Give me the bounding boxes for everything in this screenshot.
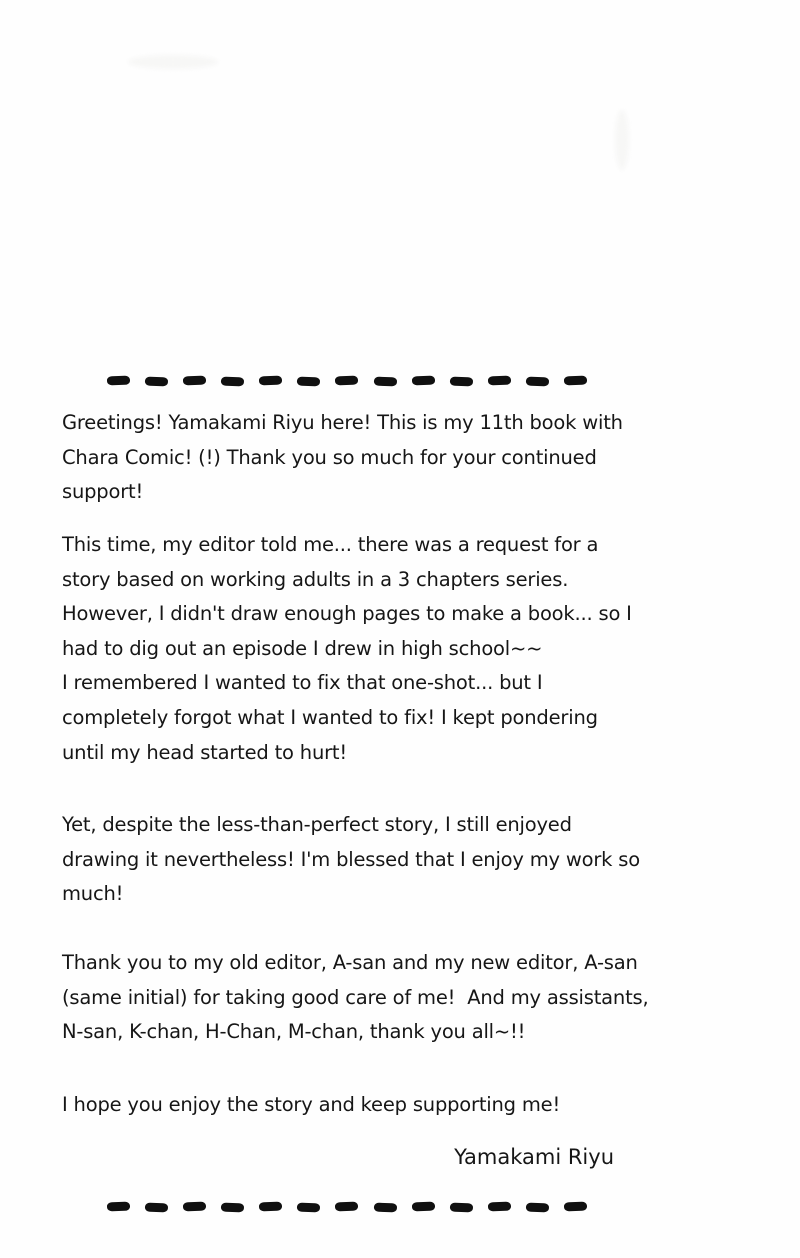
dash-mark <box>259 375 282 385</box>
dash-mark <box>450 1202 473 1212</box>
closing-paragraph <box>62 1088 662 1123</box>
afterword-line: had to dig out an episode I drew in high school~~ <box>62 636 543 660</box>
dash-mark <box>450 376 473 386</box>
dash-mark <box>411 1201 434 1211</box>
afterword-line: completely forgot what I wanted to fix! I kept pondering <box>62 705 598 729</box>
afterword-line: much! <box>62 882 124 906</box>
dash-mark <box>526 1202 549 1212</box>
dash-mark <box>107 1201 130 1211</box>
thanks-paragraph <box>62 946 662 1050</box>
dash-mark <box>183 1201 206 1211</box>
greeting-paragraph <box>62 406 662 510</box>
dash-mark <box>221 376 244 386</box>
dash-mark <box>221 1202 244 1212</box>
afterword-line: This time, my editor told me... there was a request for a <box>62 533 599 556</box>
dash-mark <box>564 1201 587 1211</box>
afterword-line: Yet, despite the less-than-perfect story, I still enjoyed <box>62 813 572 836</box>
afterword-line: I remembered I wanted to fix that one-shot... but I <box>62 671 543 695</box>
dash-mark <box>488 375 511 385</box>
afterword-line: until my head started to hurt! <box>62 740 347 764</box>
editor-story-paragraph <box>62 528 662 770</box>
afterword-line: Chara Comic! (!) Thank you so much for your continued <box>62 445 597 469</box>
dash-mark <box>145 376 168 386</box>
scan-artifact <box>615 110 629 170</box>
dash-mark <box>259 1201 282 1211</box>
dash-mark <box>373 1202 396 1212</box>
dash-mark <box>145 1202 168 1212</box>
afterword-line: Greetings! Yamakami Riyu here! This is my 11th book with <box>62 411 623 434</box>
afterword-line: drawing it nevertheless! I'm blessed that I enjoy my work so <box>62 847 640 871</box>
dash-mark <box>526 376 549 386</box>
enjoyment-paragraph <box>62 808 662 912</box>
dash-mark <box>297 376 320 386</box>
afterword-line: Thank you to my old editor, A-san and my new editor, A-san <box>62 951 638 974</box>
top-dashed-divider <box>107 375 587 385</box>
dash-mark <box>488 1201 511 1211</box>
dash-mark <box>183 375 206 385</box>
afterword-line: I hope you enjoy the story and keep supporting me! <box>62 1093 561 1116</box>
afterword-line: N-san, K-chan, H-Chan, M-chan, thank you all~!! <box>62 1020 526 1044</box>
afterword-line: However, I didn't draw enough pages to make a book... so I <box>62 602 632 626</box>
afterword-line: story based on working adults in a 3 chapters series. <box>62 567 569 591</box>
dash-mark <box>411 375 434 385</box>
dash-mark <box>564 375 587 385</box>
afterword-line: (same initial) for taking good care of me! And my assistants, <box>62 985 649 1009</box>
dash-mark <box>373 376 396 386</box>
scan-artifact <box>128 55 218 69</box>
dash-mark <box>335 375 358 385</box>
dash-mark <box>297 1202 320 1212</box>
dash-mark <box>107 375 130 385</box>
bottom-dashed-divider <box>107 1201 587 1211</box>
afterword-line: support! <box>62 480 144 504</box>
dash-mark <box>335 1201 358 1211</box>
author-signature: Yamakami Riyu <box>454 1145 614 1169</box>
